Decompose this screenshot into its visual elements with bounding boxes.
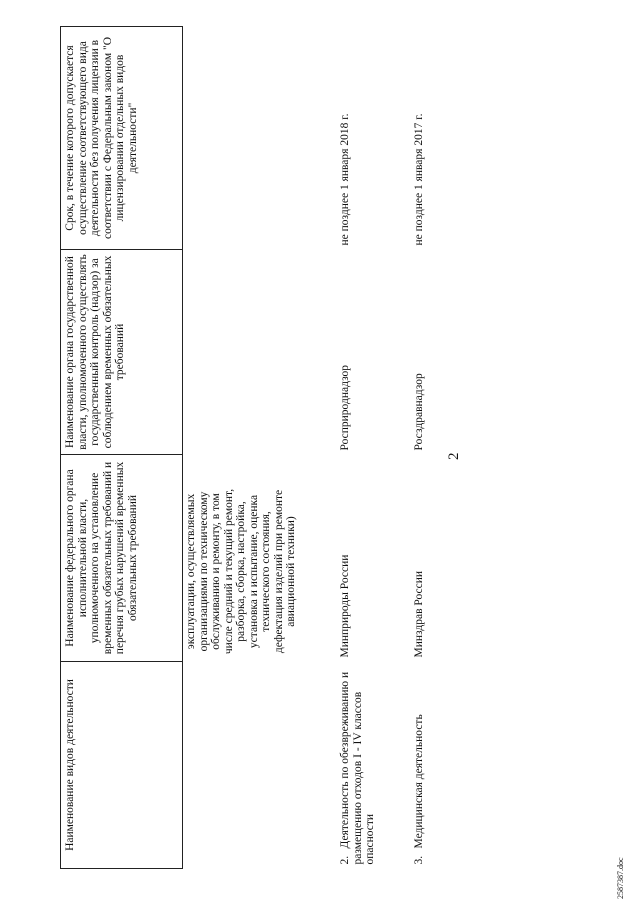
table-header-row [61,27,183,869]
row-activity [411,662,485,869]
row-control: Росприроднадзор [339,364,351,451]
row-activity-text: Медицинская деятельность [413,714,425,849]
header-term: Срок, в течение которого допускается осуществление соответствующего вида деятельности без получения лицензии в соответствии с Федеральным законом "О лицензировании отдельных видов деятельности" [61,27,183,250]
row-control: Росздравнадзор [413,373,425,451]
row-authority: Минздрав России [413,570,425,658]
row-authority: Минприроды России [339,554,351,658]
row-activity-text: Деятельность по обезвреживанию и размещению отходов I - IV классов опасности [339,671,376,865]
continuation-row [183,27,338,869]
table-row [337,27,411,869]
continuation-text: эксплуатации, осуществляемых организациями по техническому обслуживанию и ремонту, в том числе средний и текущий ремонт, разборка, сборка, настройка, установка и испытание, оценка технического состояния, дефектация изделий при ремонте авиационной техники) [185,488,297,655]
header-authority: Наименование федерального органа исполнительной власти, уполномоченного на установление временных обязательных требований и перечня грубых нарушений временных обязательных требований [61,455,183,662]
row-activity [337,662,411,869]
licensing-table [60,26,485,869]
table-row [411,27,485,869]
row-term: не позднее 1 января 2018 г. [339,113,351,246]
row-number: 2. [339,855,351,865]
page-number: 2 [446,452,462,460]
row-term: не позднее 1 января 2017 г. [413,113,425,246]
header-control: Наименование органа государственной власти, уполномоченного осуществлять государственный контроль (надзор) за соблюдением временных обязательных требований [61,250,183,455]
document-id: 2587387.doc [616,857,625,899]
row-number: 3. [413,855,425,865]
header-activity: Наименование видов деятельности [61,662,183,869]
